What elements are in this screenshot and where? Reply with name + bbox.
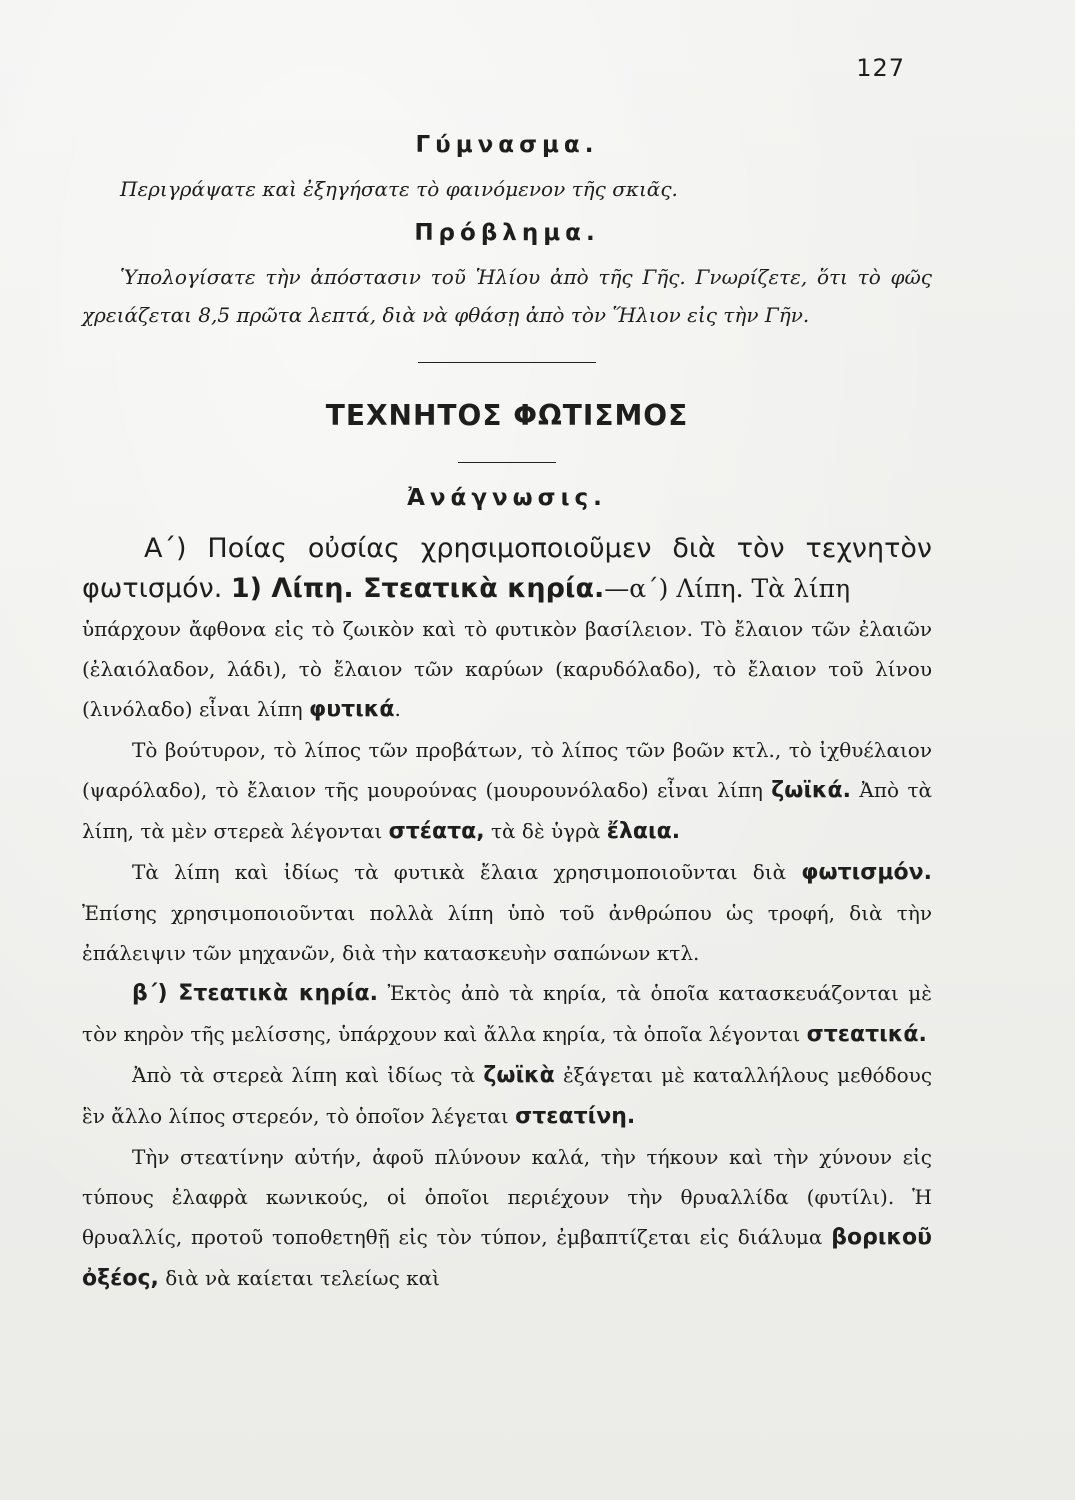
term-boric-acid: βορικοῦ ὀξέος,	[82, 1225, 933, 1291]
reading-heading: Ἀνάγνωσις.	[407, 485, 607, 511]
paragraph-text: Ἐπίσης χρησιμοποιοῦνται πολλὰ λίπη ὑπὸ τοῦ ἀνθρώπου ὡς τροφή, διὰ τὴν ἐπάλειψιν τῶν μηχανῶν, διὰ τὴν κατασκευὴν σαπώνων κτλ.	[82, 901, 932, 965]
paragraph-text: ἐξάγεται μὲ καταλλήλους μεθόδους ἓν ἄλλο λίπος στερεόν, τὸ ὁποῖον λέγεται	[82, 1063, 933, 1128]
paragraph-text: διὰ νὰ καίεται τελείως καὶ	[165, 1266, 440, 1290]
term-stearic: στεατικά.	[806, 1022, 927, 1047]
paragraph-stearin	[82, 1055, 932, 1137]
paragraph-text: Τὰ λίπη καὶ ἰδίως τὰ φυτικὰ ἔλαια χρησιμοποιοῦνται διὰ	[132, 860, 787, 884]
paragraph-text: Ἀπὸ τὰ στερεὰ λίπη καὶ ἰδίως τὰ	[132, 1063, 476, 1087]
term-lighting: φωτισμόν.	[801, 860, 932, 885]
term-stearin: στεατίνη.	[515, 1104, 636, 1129]
term-oils: ἔλαια.	[606, 819, 681, 844]
problem-text: Ὑπολογίσατε τὴν ἀπόστασιν τοῦ Ἡλίου ἀπὸ τῆς Γῆς. Γνωρίζετε, ὅτι τὸ φῶς χρειάζεται 8,5 πρῶτα λεπτά, διὰ νὰ φθάσῃ ἀπὸ τὸν Ἥλιον εἰς τὴν Γῆν.	[82, 265, 932, 327]
exercise-text: Περιγράψατε καὶ ἐξηγήσατε τὸ φαινόμενον τῆς σκιᾶς.	[120, 177, 678, 201]
exercise-heading: Γύμνασμα.	[415, 132, 599, 158]
paragraph-lighting-uses	[82, 852, 932, 973]
page-content	[82, 118, 932, 1299]
paragraph-candle-making	[82, 1137, 932, 1299]
paragraph-text: Ἐκτὸς ἀπὸ τὰ κηρία, τὰ ὁποῖα κατασκευάζονται μὲ τὸν κηρὸν τῆς μελίσσης, ὑπάρχουν καὶ ἄλλα κηρία, τὰ ὁποῖα λέγονται	[82, 981, 933, 1046]
section-a-question	[82, 529, 932, 609]
divider-top	[418, 362, 596, 363]
chapter-title: ΤΕΧΝΗΤΟΣ ΦΩΤΙΣΜΟΣ	[325, 399, 689, 432]
paragraph-text: τὰ δὲ ὑγρὰ	[490, 819, 601, 843]
subsection-b-candles: β΄) Στεατικὰ κηρία.	[132, 981, 378, 1006]
question-text: Α΄) Ποίας οὐσίας χρησιμοποιοῦμεν διὰ τὸν τεχνητὸν φωτισμόν.	[82, 533, 932, 604]
term-animal: ζωϊκά.	[771, 778, 852, 803]
term-stearates: στέατα,	[388, 819, 485, 844]
page-number: 127	[856, 54, 905, 82]
paragraph-text: Ἀπὸ τὰ λίπη, τὰ μὲν στερεὰ λέγονται	[82, 778, 933, 843]
term-zoika: ζωϊκὰ	[483, 1063, 555, 1088]
problem-heading: Πρόβλημα.	[414, 220, 600, 246]
paragraph-stearic-candles	[82, 973, 932, 1055]
paragraph-animal-fats	[82, 730, 932, 852]
term-plant: φυτικά	[309, 697, 395, 722]
paragraph-text: Τὴν στεατίνην αὐτήν, ἀφοῦ πλύνουν καλά, τὴν τήκουν καὶ τὴν χύνουν εἰς τύπους ἐλαφρὰ κωνικούς, οἱ ὁποῖοι περιέχουν τὴν θρυαλλίδα (φυτίλι). Ἡ θρυαλλίς, προτοῦ τοποθετηθῇ εἰς τὸν τύπον, ἐμβαπτίζεται εἰς διάλυμα	[82, 1145, 932, 1249]
subsection-fats-candles: 1) Λίπη. Στεατικὰ κηρία.	[230, 573, 605, 604]
punctuation: .	[394, 697, 401, 721]
subsection-a-fats: —α΄) Λίπη. Τὰ λίπη	[604, 574, 851, 603]
paragraph-text: ὑπάρχουν ἄφθονα εἰς τὸ ζωικὸν καὶ τὸ φυτικὸν βασίλειον. Τὸ ἔλαιον τῶν ἐλαιῶν (ἐλαιόλαδον, λάδι), τὸ ἔλαιον τῶν καρύων (καρυδόλαδο), τὸ ἔλαιον τοῦ λίνου (λινόλαδο) εἶναι λίπη	[82, 617, 932, 721]
divider-bottom	[458, 462, 556, 463]
paragraph-text: Τὸ βούτυρον, τὸ λίπος τῶν προβάτων, τὸ λίπος τῶν βοῶν κτλ., τὸ ἰχθυέλαιον (ψαρόλαδο), τὸ ἔλαιον τῆς μουρούνας (μουρουνόλαδο) εἶναι λίπη	[82, 738, 932, 802]
paragraph-plant-fats	[82, 609, 932, 730]
